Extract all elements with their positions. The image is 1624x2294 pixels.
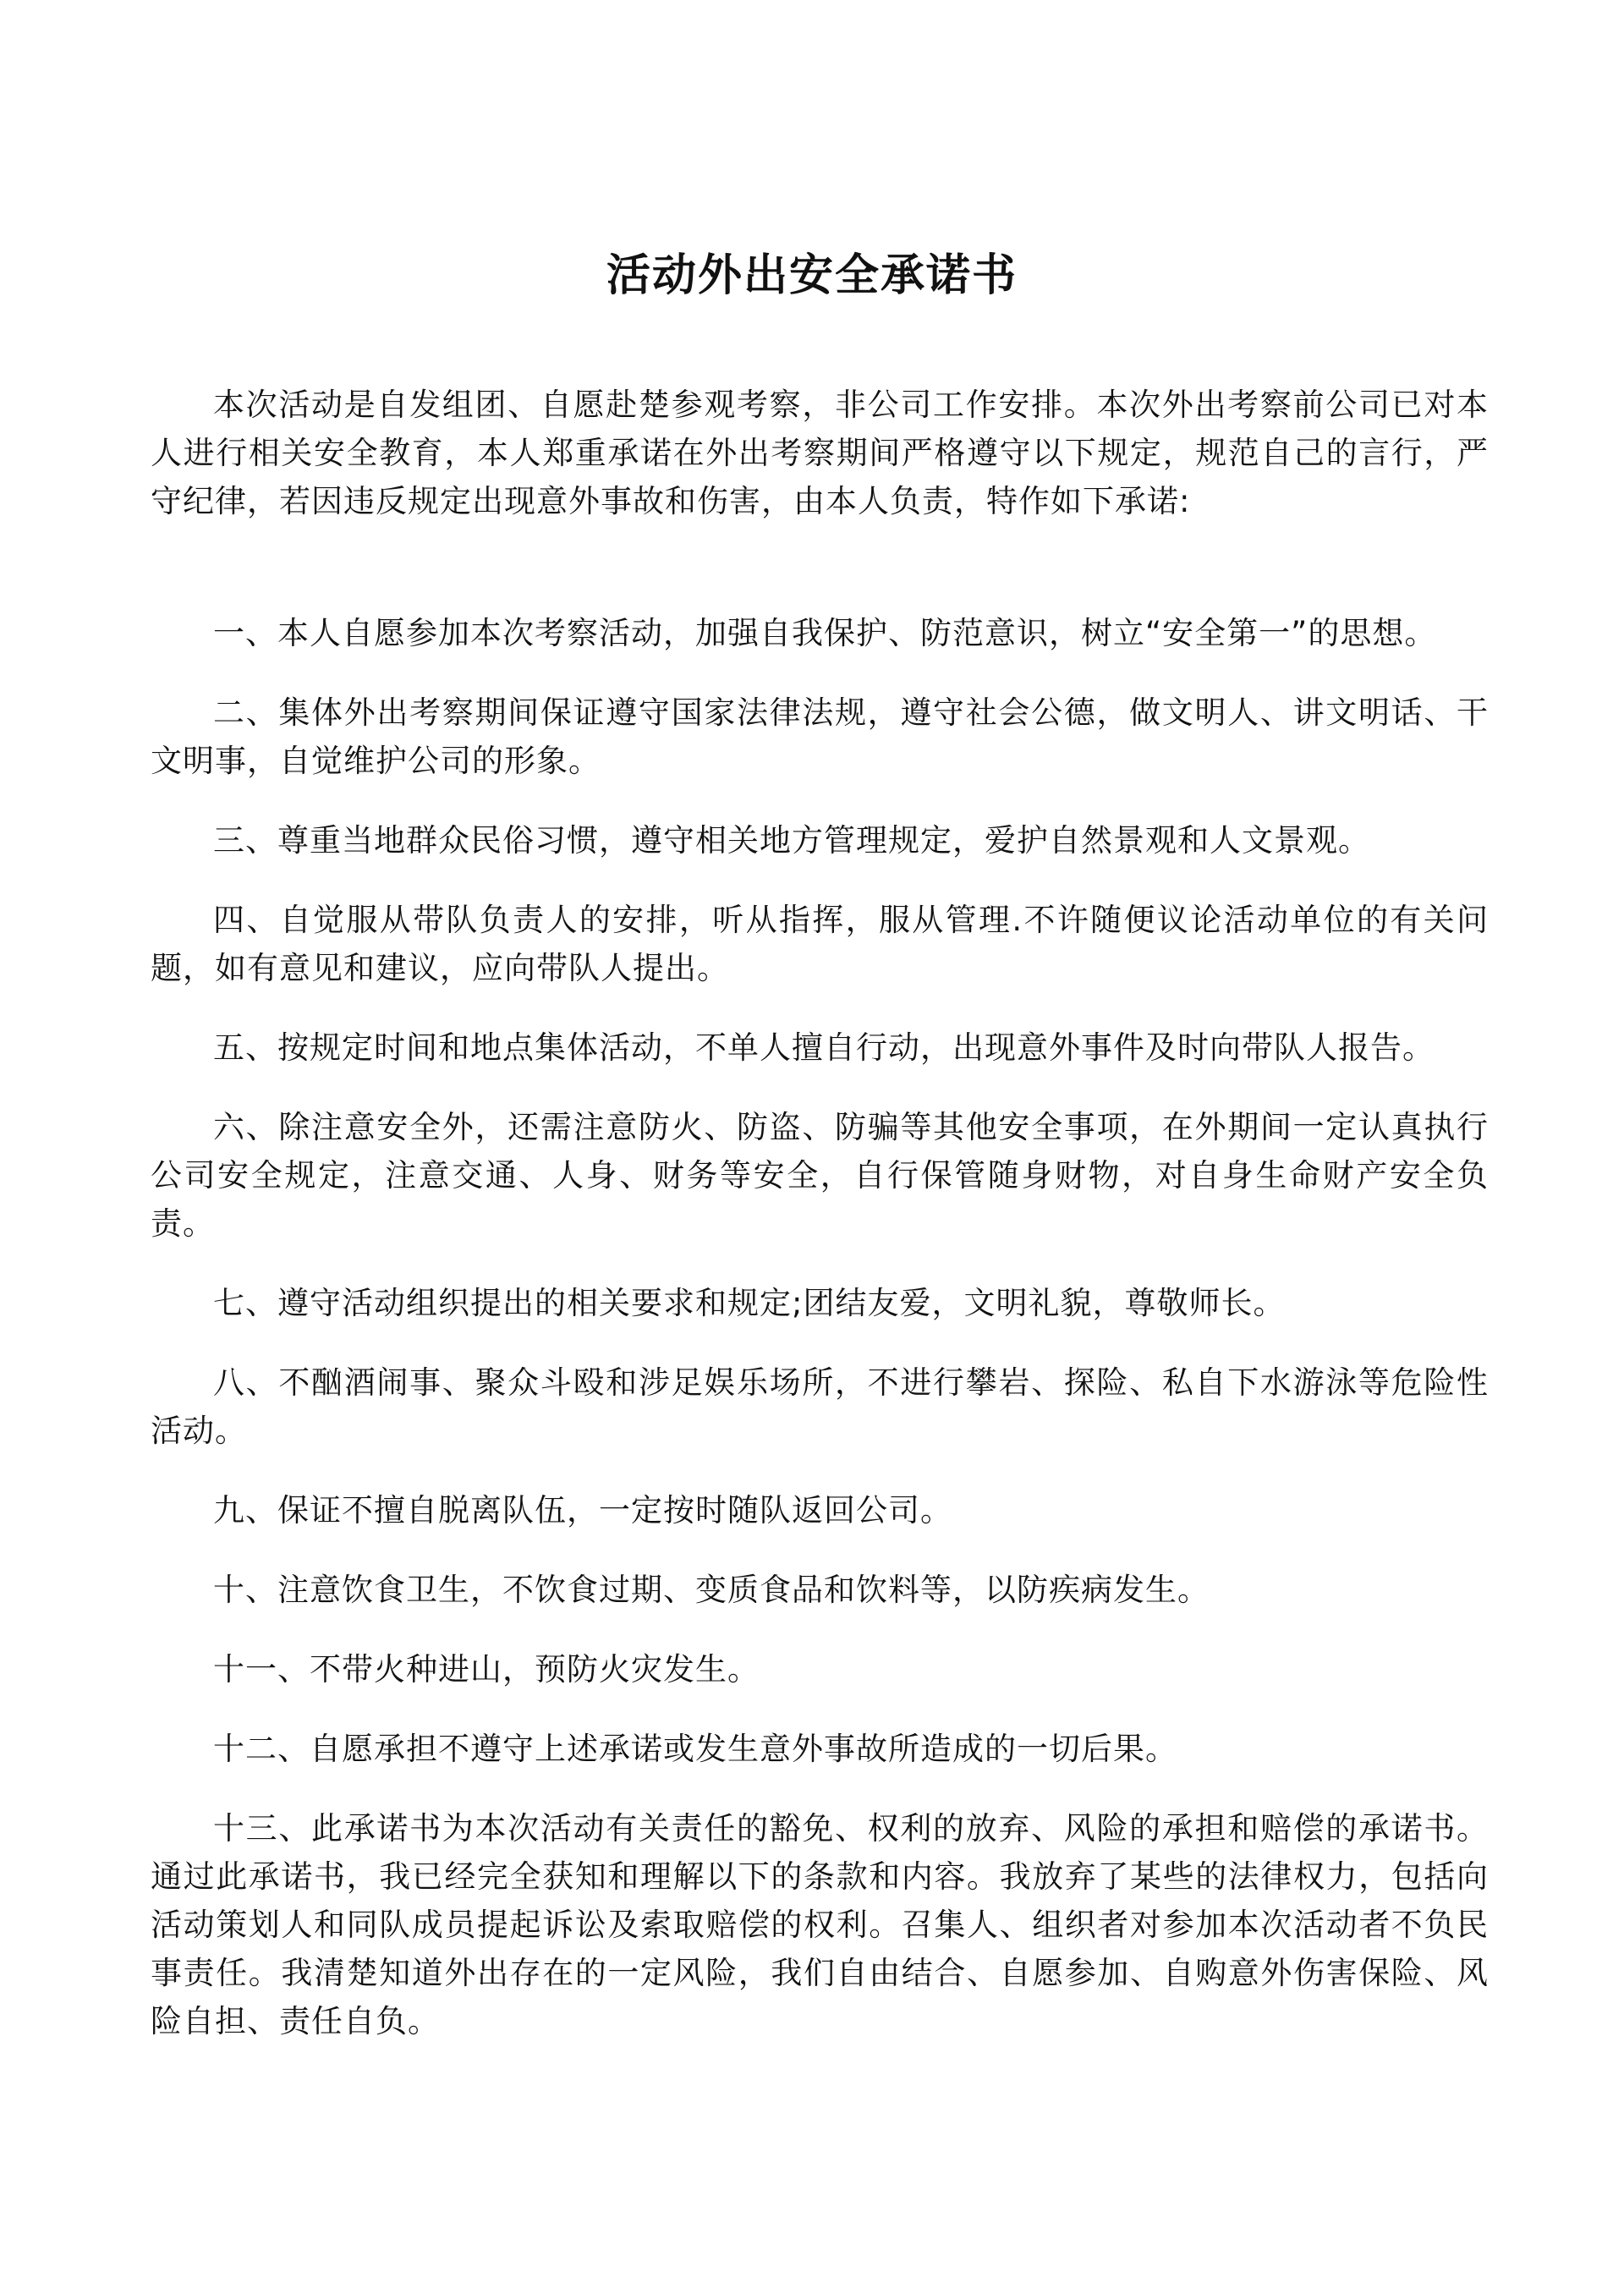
clause-8: 八、不酗酒闹事、聚众斗殴和涉足娱乐场所，不进行攀岩、探险、私自下水游泳等危险性活动。 <box>151 1364 1489 1449</box>
clause-1: 一、本人自愿参加本次考察活动，加强自我保护、防范意识，树立“安全第一”的思想。 <box>213 615 1437 651</box>
clause-12: 十二、自愿承担不遵守上述承诺或发生意外事故所造成的一切后果。 <box>213 1731 1177 1767</box>
clause-10: 十、注意饮食卫生，不饮食过期、变质食品和饮料等，以防疾病发生。 <box>213 1572 1210 1608</box>
clause-13: 十三、此承诺书为本次活动有关责任的豁免、权利的放弃、风险的承担和赔偿的承诺书。通过此承诺书，我已经完全获知和理解以下的条款和内容。我放弃了某些的法律权力，包括向活动策划人和同队成员提起诉讼及索取赔偿的权利。召集人、组织者对参加本次活动者不负民事责任。我清楚知道外出存在的一定风险，我们自由结合、自愿参加、自购意外伤害保险、风险自担、责任自负。 <box>151 1810 1489 2039</box>
clause-2: 二、集体外出考察期间保证遵守国家法律法规，遵守社会公德，做文明人、讲文明话、干文明事，自觉维护公司的形象。 <box>151 694 1489 779</box>
document-body <box>151 381 1489 2077</box>
clause-3: 三、尊重当地群众民俗习惯，遵守相关地方管理规定，爱护自然景观和人文景观。 <box>213 822 1370 859</box>
clause-7: 七、遵守活动组织提出的相关要求和规定;团结友爱，文明礼貌，尊敬师长。 <box>213 1285 1286 1321</box>
document-title: 活动外出安全承诺书 <box>606 249 1018 301</box>
clause-5: 五、按规定时间和地点集体活动，不单人擅自行动，出现意外事件及时向带队人报告。 <box>213 1029 1435 1066</box>
intro-paragraph: 本次活动是自发组团、自愿赴楚参观考察，非公司工作安排。本次外出考察前公司已对本人进行相关安全教育，本人郑重承诺在外出考察期间严格遵守以下规定，规范自己的言行，严守纪律，若因违反规定出现意外事故和伤害，由本人负责，特作如下承诺: <box>151 387 1489 519</box>
clause-11: 十一、不带火种进山，预防火灾发生。 <box>213 1651 760 1688</box>
clause-4: 四、自觉服从带队负责人的安排，听从指挥，服从管理.不许随便议论活动单位的有关问题，如有意见和建议，应向带队人提出。 <box>151 902 1489 986</box>
clause-9: 九、保证不擅自脱离队伍，一定按时随队返回公司。 <box>213 1492 952 1528</box>
clause-6: 六、除注意安全外，还需注意防火、防盗、防骗等其他安全事项，在外期间一定认真执行公司安全规定，注意交通、人身、财务等安全，自行保管随身财物，对自身生命财产安全负责。 <box>151 1109 1489 1242</box>
